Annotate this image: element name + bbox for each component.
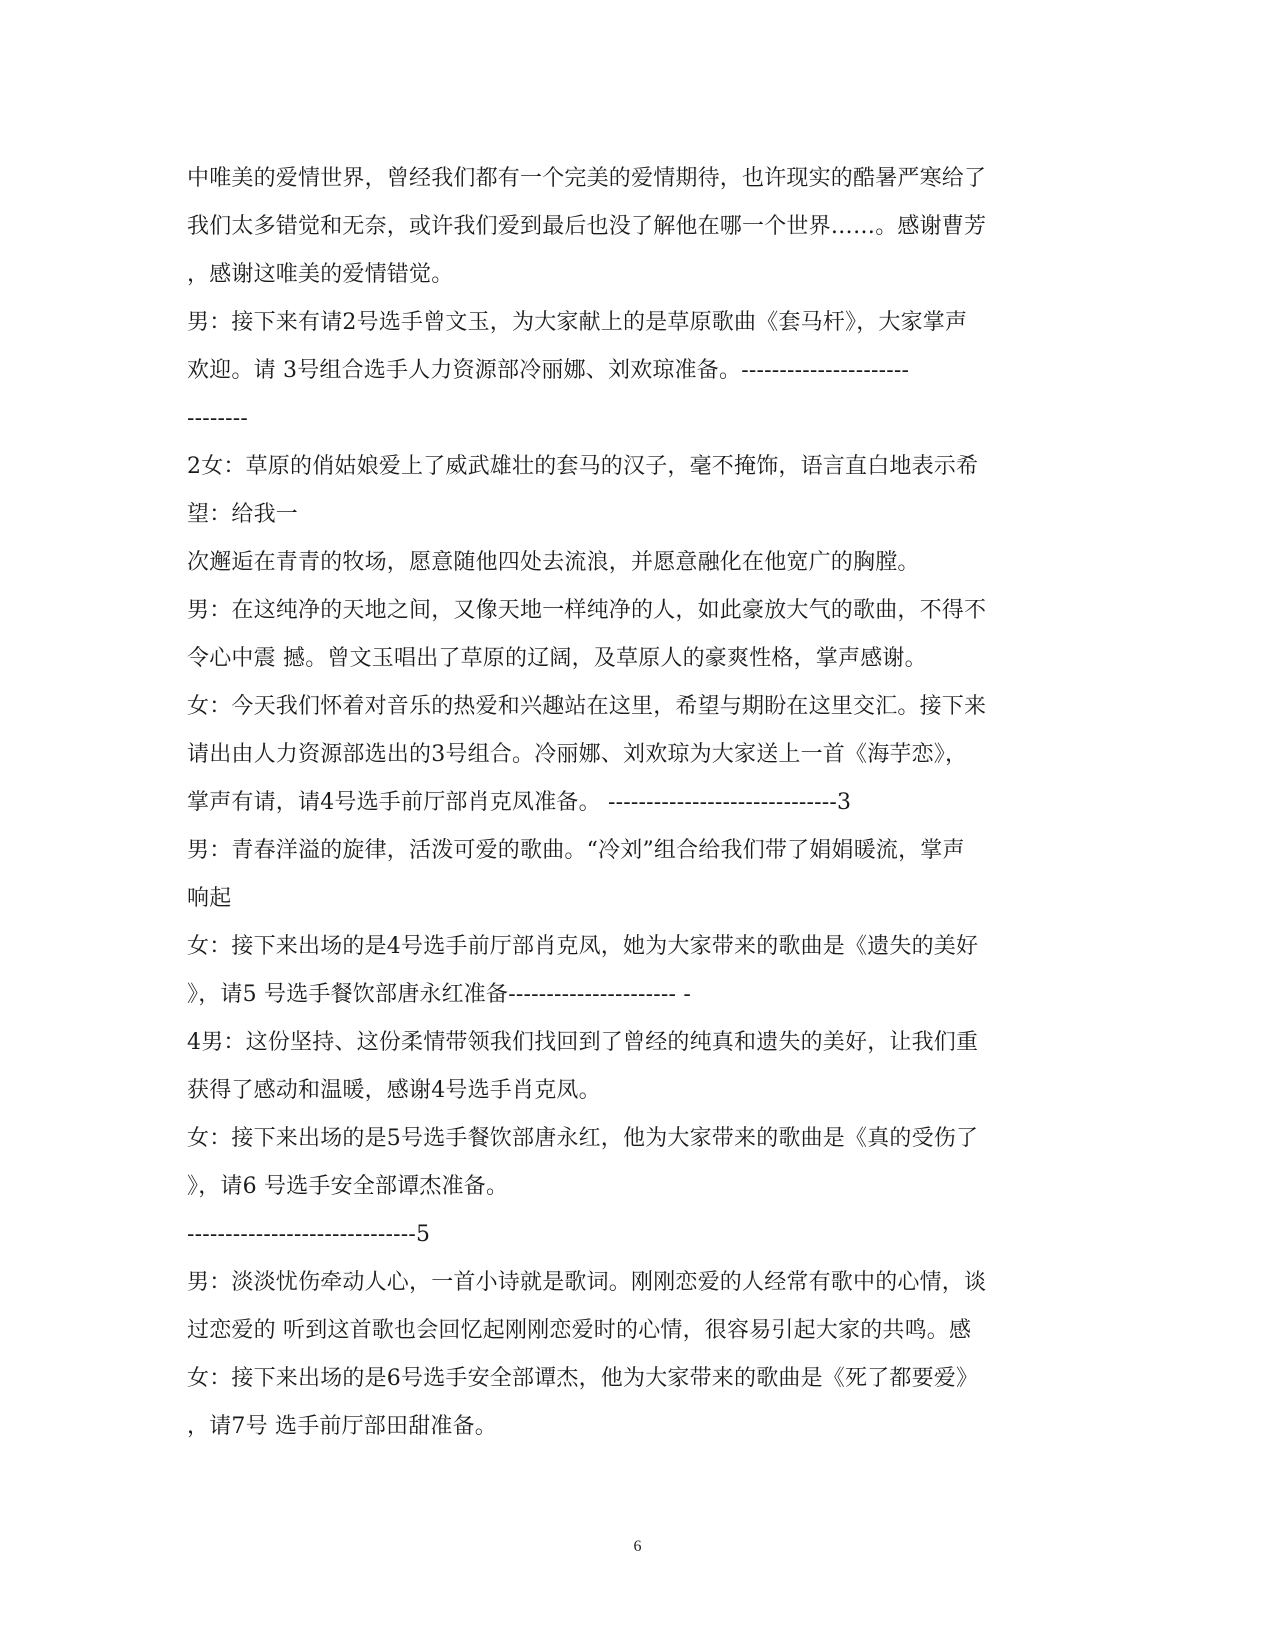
text-line: 中唯美的爱情世界，曾经我们都有一个完美的爱情期待，也许现实的酷暑严寒给了: [187, 166, 987, 191]
text-line: 过恋爱的 听到这首歌也会回忆起刚刚恋爱时的心情，很容易引起大家的共鸣。感: [187, 1318, 972, 1343]
text-line: 女：今天我们怀着对音乐的热爱和兴趣站在这里，希望与期盼在这里交汇。接下来: [187, 694, 987, 719]
text-line: 获得了感动和温暖，感谢4号选手肖克凤。: [187, 1078, 601, 1103]
document-body: [187, 155, 1087, 1451]
page-number: 6: [633, 1538, 642, 1555]
text-line: ，请7号 选手前厅部田甜准备。: [187, 1414, 497, 1439]
text-line: 》，请6 号选手安全部谭杰准备。: [187, 1174, 509, 1199]
text-line: 女：接下来出场的是5号选手餐饮部唐永红，他为大家带来的歌曲是《真的受伤了: [187, 1126, 979, 1151]
text-line: --------: [187, 406, 249, 431]
text-line: 男：淡淡忧伤牵动人心，一首小诗就是歌词。刚刚恋爱的人经常有歌中的心情，谈: [187, 1270, 987, 1295]
text-line: ，感谢这唯美的爱情错觉。: [187, 262, 454, 287]
text-line: 望：给我一: [187, 502, 299, 527]
text-line: 4男：这份坚持、这份柔情带领我们找回到了曾经的纯真和遗失的美好，让我们重: [187, 1030, 979, 1055]
text-line: 2女：草原的俏姑娘爱上了威武雄壮的套马的汉子，毫不掩饰，语言直白地表示希: [187, 454, 979, 479]
text-line: 》，请5 号选手餐饮部唐永红准备---------------------- -: [187, 982, 691, 1007]
text-line: 女：接下来出场的是6号选手安全部谭杰，他为大家带来的歌曲是《死了都要爱》: [187, 1366, 979, 1391]
text-line: 掌声有请，请4号选手前厅部肖克凤准备。 ------------------------------3: [187, 790, 852, 815]
text-line: 男：青春洋溢的旋律，活泼可爱的歌曲。“冷刘”组合给我们带了娟娟暖流，掌声: [187, 838, 965, 863]
text-line: 请出由人力资源部选出的3号组合。冷丽娜、刘欢琼为大家送上一首《海芋恋》，: [187, 742, 968, 767]
text-line: 次邂逅在青青的牧场，愿意随他四处去流浪，并愿意融化在他宽广的胸膛。: [187, 550, 920, 575]
text-line: 响起: [187, 886, 232, 911]
text-line: 女：接下来出场的是4号选手前厅部肖克凤，她为大家带来的歌曲是《遗失的美好: [187, 934, 979, 959]
text-line: 我们太多错觉和无奈，或许我们爱到最后也没了解他在哪一个世界……。感谢曹芳: [187, 214, 987, 239]
text-line: 欢迎。请 3号组合选手人力资源部冷丽娜、刘欢琼准备。----------------------: [187, 358, 910, 383]
text-line: 令心中震 撼。曾文玉唱出了草原的辽阔，及草原人的豪爽性格，掌声感谢。: [187, 646, 927, 671]
text-line: 男：接下来有请2号选手曾文玉，为大家献上的是草原歌曲《套马杆》，大家掌声: [187, 310, 968, 335]
text-line: ------------------------------5: [187, 1222, 431, 1247]
text-line: 男：在这纯净的天地之间，又像天地一样纯净的人，如此豪放大气的歌曲，不得不: [187, 598, 987, 623]
